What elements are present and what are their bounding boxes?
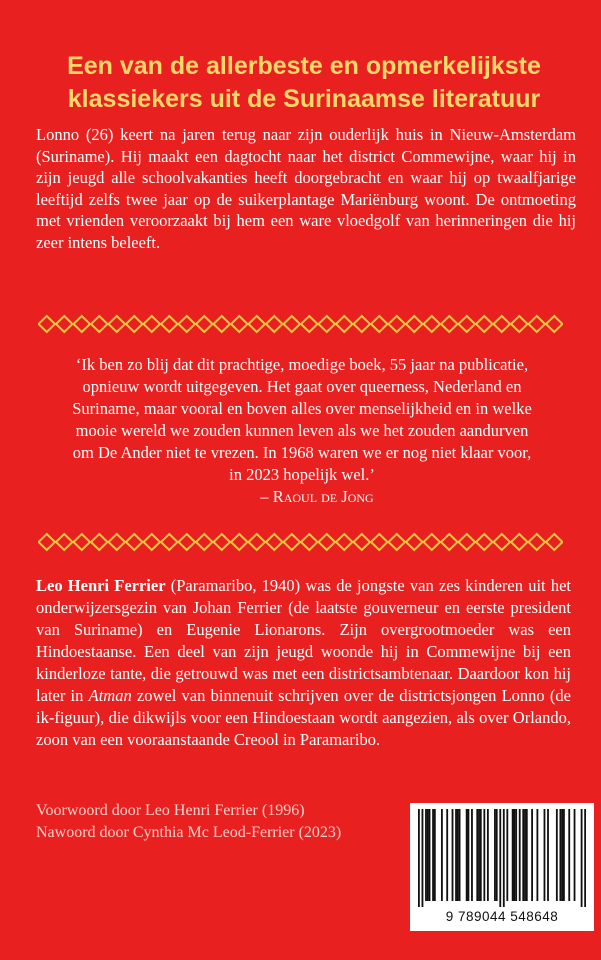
ornament-diamond [354,534,371,550]
barcode-bar [478,809,480,901]
ornament-diamond [424,316,441,332]
headline-line: klassiekers uit de Surinaamse literatuur [67,85,541,113]
barcode-bar [556,809,558,901]
barcode-bar [452,809,454,901]
barcode-bar [531,809,533,901]
isbn-number: 9 789044 548648 [445,909,559,924]
ornament-diamond [126,316,143,332]
ornament-diamond [266,316,283,332]
barcode-bar [547,809,549,901]
ornament-diamond [39,316,56,332]
barcode-bar [459,809,461,901]
barcode-bar [568,809,570,901]
barcode-bar [515,809,517,901]
ornament-diamond [511,534,528,550]
ornament-diamond [56,534,73,550]
barcode-bar [441,809,443,901]
foreword-credit: Voorwoord door Leo Henri Ferrier (1996) [36,802,305,819]
ornament-diamond [39,534,56,550]
ornament-diamond [476,534,493,550]
ornament-diamond [354,316,371,332]
ornament-diamond [406,534,423,550]
ornament-diamond [441,534,458,550]
ornament-diamond [371,534,388,550]
ornament-diamond [266,534,283,550]
barcode-bar [559,809,561,901]
diamond-ornament-divider [38,314,563,334]
ornament-diamond [336,534,353,550]
ornament-diamond [109,316,126,332]
ornament-diamond [546,534,563,550]
ornament-diamond [284,316,301,332]
barcode-bar [422,809,424,907]
author-bio [36,575,571,751]
quote-line: Suriname, maar vooral en boven alles over menselijkheid en in welke [72,399,532,418]
barcode-bar [446,809,448,901]
ornament-diamond [459,316,476,332]
barcode-bar [434,809,436,901]
barcode-bar [499,809,501,907]
bio-text: zowel van binnenuit schrijven over de districtsjongen Lonno (de ik-figuur), die dikwijls voor een Hindoestaan wordt aangezien, als over Orlando, zoon van een vooraanstaande Creool in Paramaribo. [36,686,571,749]
quote-author: Raoul de Jong [272,487,374,506]
barcode-bar [506,809,508,901]
ornament-diamond [529,534,546,550]
quote-line: in 2023 hopelijk wel.’ [229,465,375,484]
ornament-diamond [389,316,406,332]
barcode-bar [432,809,434,901]
headline [20,50,588,116]
review-quote [38,354,566,508]
ornament-diamond [249,534,266,550]
ornament-diamond [406,316,423,332]
barcode-bar [468,809,470,901]
ornament-diamond [546,316,563,332]
barcode-bar [471,809,473,901]
ornament-diamond [459,534,476,550]
ornament-diamond [196,316,213,332]
ornament-diamond [389,534,406,550]
ornament-diamond [56,316,73,332]
ornament-diamond [511,316,528,332]
barcode-bar [487,809,489,901]
afterword-credit: Nawoord door Cynthia Mc Leod-Ferrier (2023) [36,824,342,841]
quote-line: ‘Ik ben zo blij dat dit prachtige, moedige boek, 55 jaar na publicatie, [75,355,529,374]
barcode-bar [476,809,478,901]
ornament-diamond [214,534,231,550]
ornament-diamond [249,316,266,332]
ornament-diamond [179,534,196,550]
ornament-diamond [494,534,511,550]
ornament-diamond [336,316,353,332]
barcode-bar [480,809,482,901]
barcode-bar [563,809,565,901]
ornament-diamond [91,316,108,332]
quote-line: mooie wereld we zouden kunnen leven als we het zouden aandurven [75,421,529,440]
barcode-bar [455,809,457,901]
bio-text: (Paramaribo, 1940) was de jongste van zes kinderen uit het onderwijzersgezin van Johan Ferrier (de laatste gouverneur en eerste president van Suriname) en Eugenie Lionarons. Zijn overgrootmoeder was een Hindoestaanse. Een deel van zijn jeugd woonde hij in Commewijne bij een kinderloze tante, die getrouwd was met een districtsambtenaar. Daardoor kon hij later in [36,576,571,705]
barcode-bar [418,809,420,907]
ornament-diamond [196,534,213,550]
barcode-bar [519,809,521,901]
barcode-bar [584,809,586,907]
barcode-bar [524,809,526,901]
ornament-diamond [91,534,108,550]
ornament-diamond [301,534,318,550]
ornament-diamond [319,316,336,332]
ornament-diamond [161,316,178,332]
barcode-bars [418,809,586,907]
barcode-bar [544,809,546,901]
barcode-bar [496,809,498,901]
barcode-bar [503,809,505,907]
barcode-bar [466,809,468,901]
ornament-diamond [144,316,161,332]
barcode-bar [513,809,515,901]
book-title: Atman [88,686,132,705]
headline-line: Een van de allerbeste en opmerkelijkste [67,52,541,80]
diamond-ornament-divider [38,532,563,552]
barcode-bar [483,809,485,901]
barcode-bar [512,809,514,901]
ornament-diamond [144,534,161,550]
isbn-barcode [410,803,594,931]
ornament-diamond [301,316,318,332]
ornament-diamond [284,534,301,550]
barcode-bar [429,809,431,901]
quote-line: om De Ander niet te vrezen. In 1968 waren we er nog niet klaar voor, [72,443,532,462]
blurb-paragraph: Lonno (26) keert na jaren terug naar zijn ouderlijk huis in Nieuw-Amsterdam (Suriname). Hij maakt een dagtocht naar het district Commewijne, waar hij in zijn jeugd alle schoolvakanties heeft doorgebracht en waar hij op twaalfjarige leeftijd zelfs twee jaar op de suikerplantage Mariënburg woont. De ontmoeting met vrienden veroorzaakt bij hem een ware vloedgolf van herinneringen die hij zeer intens beleeft. [36,125,576,252]
ornament-diamond [371,316,388,332]
barcode-bar [494,809,496,901]
ornament-diamond [476,316,493,332]
author-name: Leo Henri Ferrier [36,576,166,595]
ornament-diamond [109,534,126,550]
barcode-bar [425,809,427,901]
ornament-diamond [74,316,91,332]
barcode-bar [427,809,429,901]
ornament-diamond [424,534,441,550]
ornament-diamond [231,534,248,550]
ornament-diamond [126,534,143,550]
ornament-diamond [319,534,336,550]
ornament-diamond [494,316,511,332]
ornament-diamond [529,316,546,332]
ornament-diamond [161,534,178,550]
credits [36,800,416,844]
barcode-bar [561,809,563,901]
ornament-diamond [441,316,458,332]
ornament-diamond [214,316,231,332]
ornament-diamond [74,534,91,550]
quote-line: opnieuw wordt uitgegeven. Het gaat over queerness, Nederland en [82,377,522,396]
attribution-dash: – [260,487,269,506]
quote-attribution [38,486,566,508]
barcode-bar [536,809,538,901]
ornament-diamond [179,316,196,332]
barcode-bar [522,809,524,901]
barcode-bar [574,809,576,901]
ornament-diamond [231,316,248,332]
barcode-bar [457,809,459,901]
barcode-bar [526,809,528,901]
barcode-bar [581,809,583,907]
